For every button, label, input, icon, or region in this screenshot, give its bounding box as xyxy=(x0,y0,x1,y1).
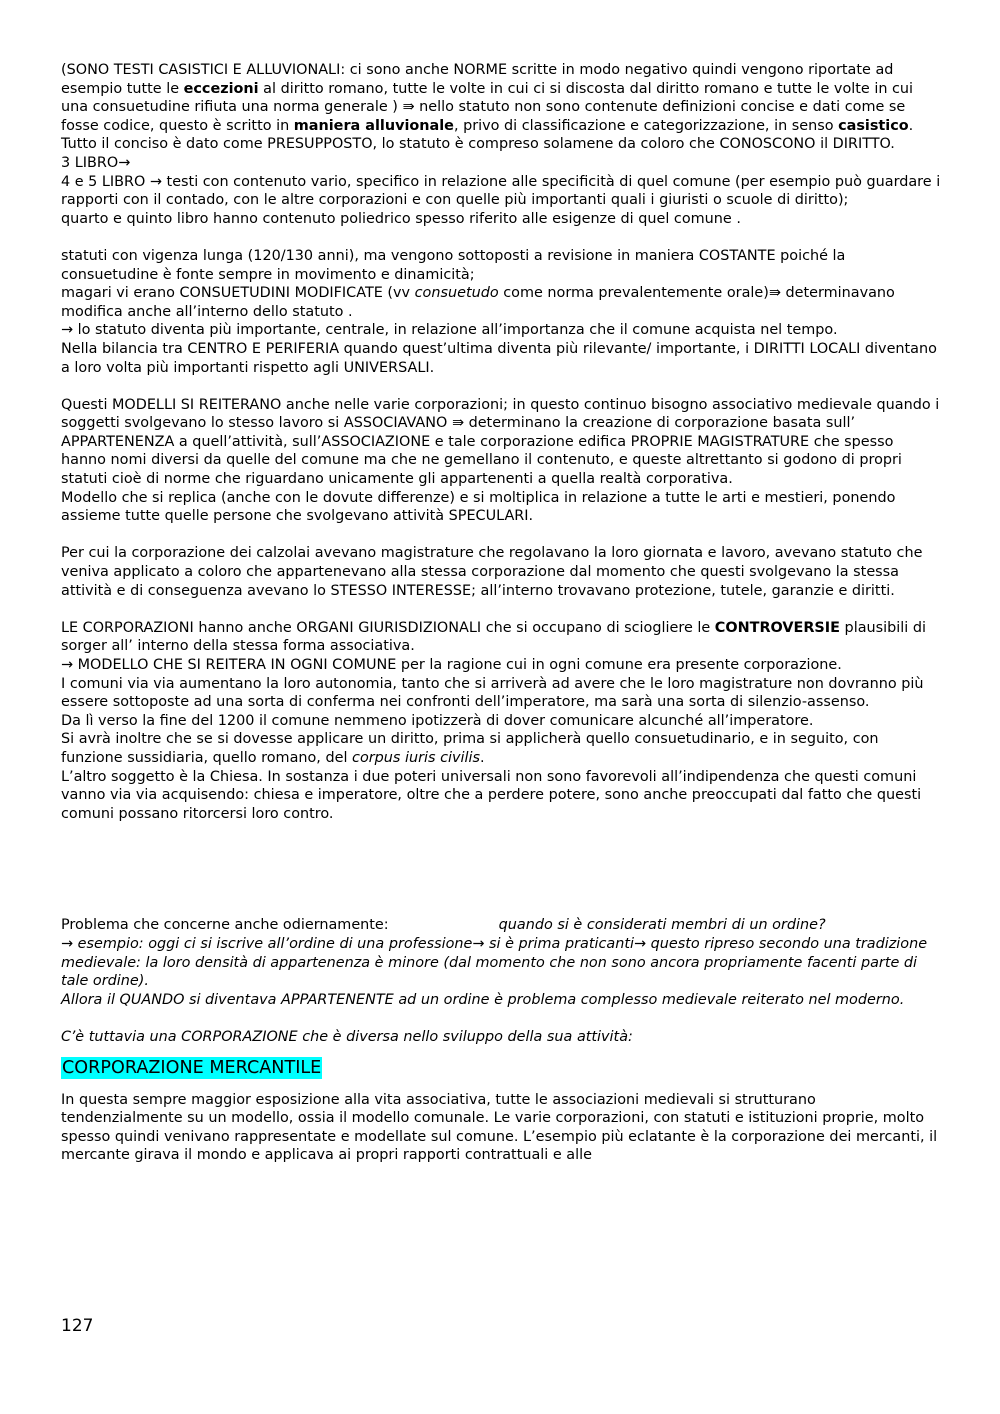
paragraph-quarto-quinto: quarto e quinto libro hanno contenuto poliedrico spesso riferito alle esigenze di quel comune . xyxy=(61,210,741,227)
spacer xyxy=(61,228,941,247)
paragraph-chiesa: L’altro soggetto è la Chiesa. In sostanza i due poteri universali non sono favorevoli all’indipendenza che questi comuni vanno via via acquisendo: chiesa e imperatore, oltre che a perdere potere, sono anche preoccupati dal fatto che questi comuni possano ritorcersi loro contro. xyxy=(61,768,922,822)
paragraph-esempio-ordine: → esempio: oggi ci si iscrive all’ordine di una professione→ si è prima praticanti→ questo ripreso secondo una tradizione medievale: la loro densità di appartenenza è minore (dal momento che non sono ancora propriamente facenti parte di tale ordine). xyxy=(61,935,928,990)
paragraph-problema-odierno: Problema che concerne anche odiernamente: quando si è considerati membri di un ordine? xyxy=(61,917,826,934)
paragraph-organi-giurisdizionali: LE CORPORAZIONI hanno anche ORGANI GIURISDIZIONALI che si occupano di sciogliere le CONTROVERSIE plausibili di sorger all’ interno della stessa forma associativa. xyxy=(61,619,926,655)
page-body xyxy=(61,61,941,1165)
paragraph-modello-ogni-comune: → MODELLO CHE SI REITERA IN OGNI COMUNE per la ragione cui in ogni comune era presente corporazione. xyxy=(61,657,842,673)
spacer-large xyxy=(61,823,941,916)
paragraph-fine-1200: Da lì verso la fine del 1200 il comune nemmeno ipotizzerà di dover comunicare alcunché all’imperatore. xyxy=(61,712,814,729)
paragraph-diritto-sussidiario: Si avrà inoltre che se si dovesse applicare un diritto, prima si applicherà quello consuetudinario, e in seguito, con funzione sussidiaria, quello romano, del corpus iuris civilis. xyxy=(61,731,879,766)
paragraph-consuetudini: magari vi erano CONSUETUDINI MODIFICATE (vv consuetudo come norma prevalentemente orale)⇛ determinavano modifica anche all’interno dello statuto . xyxy=(61,285,895,320)
section-heading: CORPORAZIONE MERCANTILE xyxy=(62,1057,322,1078)
page-number: 127 xyxy=(61,1316,94,1336)
paragraph-centro-periferia: Nella bilancia tra CENTRO E PERIFERIA quando quest’ultima diventa più rilevante/ importante, i DIRITTI LOCALI diventano a loro volta più importanti rispetto agli UNIVERSALI. xyxy=(61,340,937,376)
paragraph-statute-nature: (SONO TESTI CASISTICI E ALLUVIONALI: ci sono anche NORME scritte in modo negativo quindi vengono riportate ad esempio tutte le eccezioni al diritto romano, tutte le volte in cui ci si discosta dal diritto romano e tutte le volte in cui una consuetudine rifiuta una norma generale ) ⇛ nello statuto non sono contenute definizioni concise e dati come se fosse codice, questo è scritto in maniera alluvionale, privo di classificazione e categorizzazione, in senso casistico. xyxy=(61,62,914,134)
spacer xyxy=(61,1009,941,1028)
spacer xyxy=(61,526,941,545)
paragraph-presupposto: Tutto il conciso è dato come PRESUPPOSTO, lo statuto è compreso solamene da coloro che CONOSCONO il DIRITTO. xyxy=(61,136,895,153)
paragraph-corporazione-diversa: C’è tuttavia una CORPORAZIONE che è diversa nello sviluppo della sua attività: xyxy=(61,1028,633,1045)
paragraph-calzolai: Per cui la corporazione dei calzolai avevano magistrature che regolavano la loro giornata e lavoro, avevano statuto che veniva applicato a coloro che appartenevano alla stessa corporazione dal momento che questi svolgevano la stessa attività e di conseguenza avevano lo STESSO INTERESSE; all’interno trovavano protezione, tutele, garanzie e diritti. xyxy=(61,545,923,599)
paragraph-autonomia-comuni: I comuni via via aumentano la loro autonomia, tanto che si arriverà ad avere che le loro magistrature non dovranno più essere sottoposte ad una sorta di conferma nei confronti dell’imperatore, ma sarà una sorta di silenzio-assenso. xyxy=(61,675,924,711)
spacer xyxy=(61,377,941,396)
paragraph-libro-4-5: 4 e 5 LIBRO → testi con contenuto vario, specifico in relazione alle specificità di quel comune (per esempio può guardare i rapporti con il contado, con le altre corporazioni e con quelle più importanti quali i giuristi o scuole di diritto); xyxy=(61,173,941,209)
italic-corpus-iuris: corpus iuris civilis xyxy=(352,749,481,766)
paragraph-quando-appartenente: Allora il QUANDO si diventava APPARTENENTE ad un ordine è problema complesso medievale reiterato nel moderno. xyxy=(61,991,905,1008)
paragraph-modello-replica: Modello che si replica (anche con le dovute differenze) e si moltiplica in relazione a tutte le arti e mestieri, ponendo assieme tutte quelle persone che svolgevano attività SPECULARI. xyxy=(61,489,896,525)
spacer xyxy=(61,600,941,619)
bold-maniera-alluvionale: maniera alluvionale xyxy=(293,117,454,134)
paragraph-libro-3: 3 LIBRO→ xyxy=(61,154,131,171)
bold-controversie: CONTROVERSIE xyxy=(714,619,840,636)
bold-eccezioni: eccezioni xyxy=(183,80,259,97)
paragraph-vigenza: statuti con vigenza lunga (120/130 anni), ma vengono sottoposti a revisione in maniera COSTANTE poiché la consuetudine è fonte sempre in movimento e dinamicità; xyxy=(61,247,846,283)
bold-casistico: casistico xyxy=(838,117,909,134)
paragraph-modelli-reiterano: Questi MODELLI SI REITERANO anche nelle varie corporazioni; in questo continuo bisogno associativo medievale quando i soggetti svolgevano lo stesso lavoro si ASSOCIAVANO ⇛ determinano la creazione di corporazione basata sull’ APPARTENENZA a quell’attività, sull’ASSOCIAZIONE e tale corporazione edifica PROPRIE MAGISTRATURE che spesso hanno nomi diversi da quelle del comune ma che ne gemellano il contenuto, e queste altrettanto si godono di propri statuti cioè di norme che riguardano unicamente gli appartenenti a quella realtà corporativa. xyxy=(61,396,940,488)
paragraph-esposizione-associativa: In questa sempre maggior esposizione alla vita associativa, tutte le associazioni medievali si strutturano tendenzialmente su un modello, ossia il modello comunale. Le varie corporazioni, con statuti e istituzioni proprie, molto spesso quindi venivano rappresentate e modellate sul comune. L’esempio più eclatante è la corporazione dei mercanti, il mercante girava il mondo e applicava ai propri rapporti contrattuali e alle xyxy=(61,1091,938,1164)
section-heading-wrapper xyxy=(61,1051,941,1085)
italic-consuetudo: consuetudo xyxy=(414,285,499,302)
italic-question: quando si è considerati membri di un ordine? xyxy=(498,917,826,934)
paragraph-statuto-importante: → lo statuto diventa più importante, centrale, in relazione all’importanza che il comune acquista nel tempo. xyxy=(61,322,838,339)
